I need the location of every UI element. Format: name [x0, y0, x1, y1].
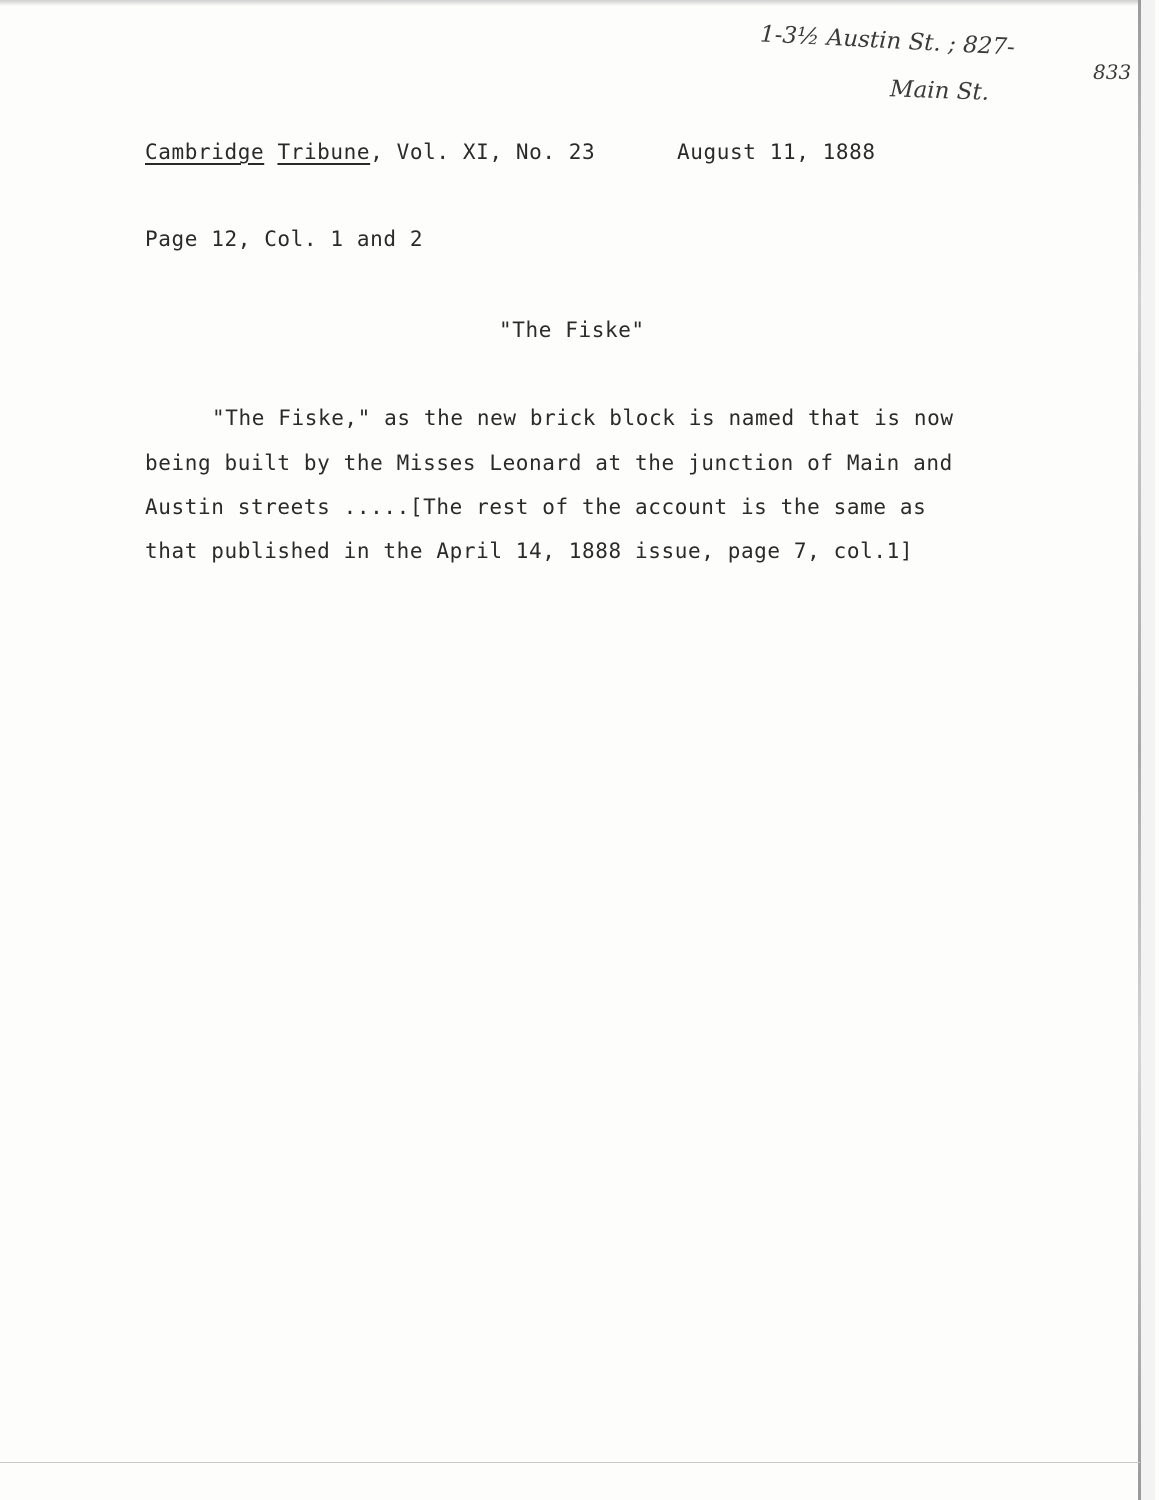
volume-number: , Vol. XI, No. 23 [370, 140, 596, 164]
newspaper-name-part2: Tribune [277, 140, 371, 164]
scan-top-shadow [0, 0, 1140, 6]
body-line-1: "The Fiske," as the new brick block is named that is now [212, 406, 954, 430]
newspaper-name-part1: Cambridge [145, 140, 265, 164]
body-line-3: Austin streets .....[The rest of the account is the same as [145, 495, 927, 519]
article-title: "The Fiske" [499, 318, 645, 342]
scan-right-edge [1138, 0, 1141, 1500]
citation-header [145, 140, 595, 164]
body-line-2: being built by the Misses Leonard at the junction of Main and [145, 451, 953, 475]
scan-bottom-line [0, 1462, 1140, 1463]
handwritten-address-note: 1-3½ Austin St. ; 827- [759, 21, 1016, 61]
handwritten-address-number: 833 [1093, 60, 1132, 84]
scan-right-margin [1140, 0, 1155, 1500]
handwritten-street-note: Main St. [889, 76, 990, 106]
publication-date: August 11, 1888 [677, 140, 876, 164]
page-column-reference: Page 12, Col. 1 and 2 [145, 227, 424, 251]
body-line-4: that published in the April 14, 1888 issue, page 7, col.1] [145, 539, 914, 563]
